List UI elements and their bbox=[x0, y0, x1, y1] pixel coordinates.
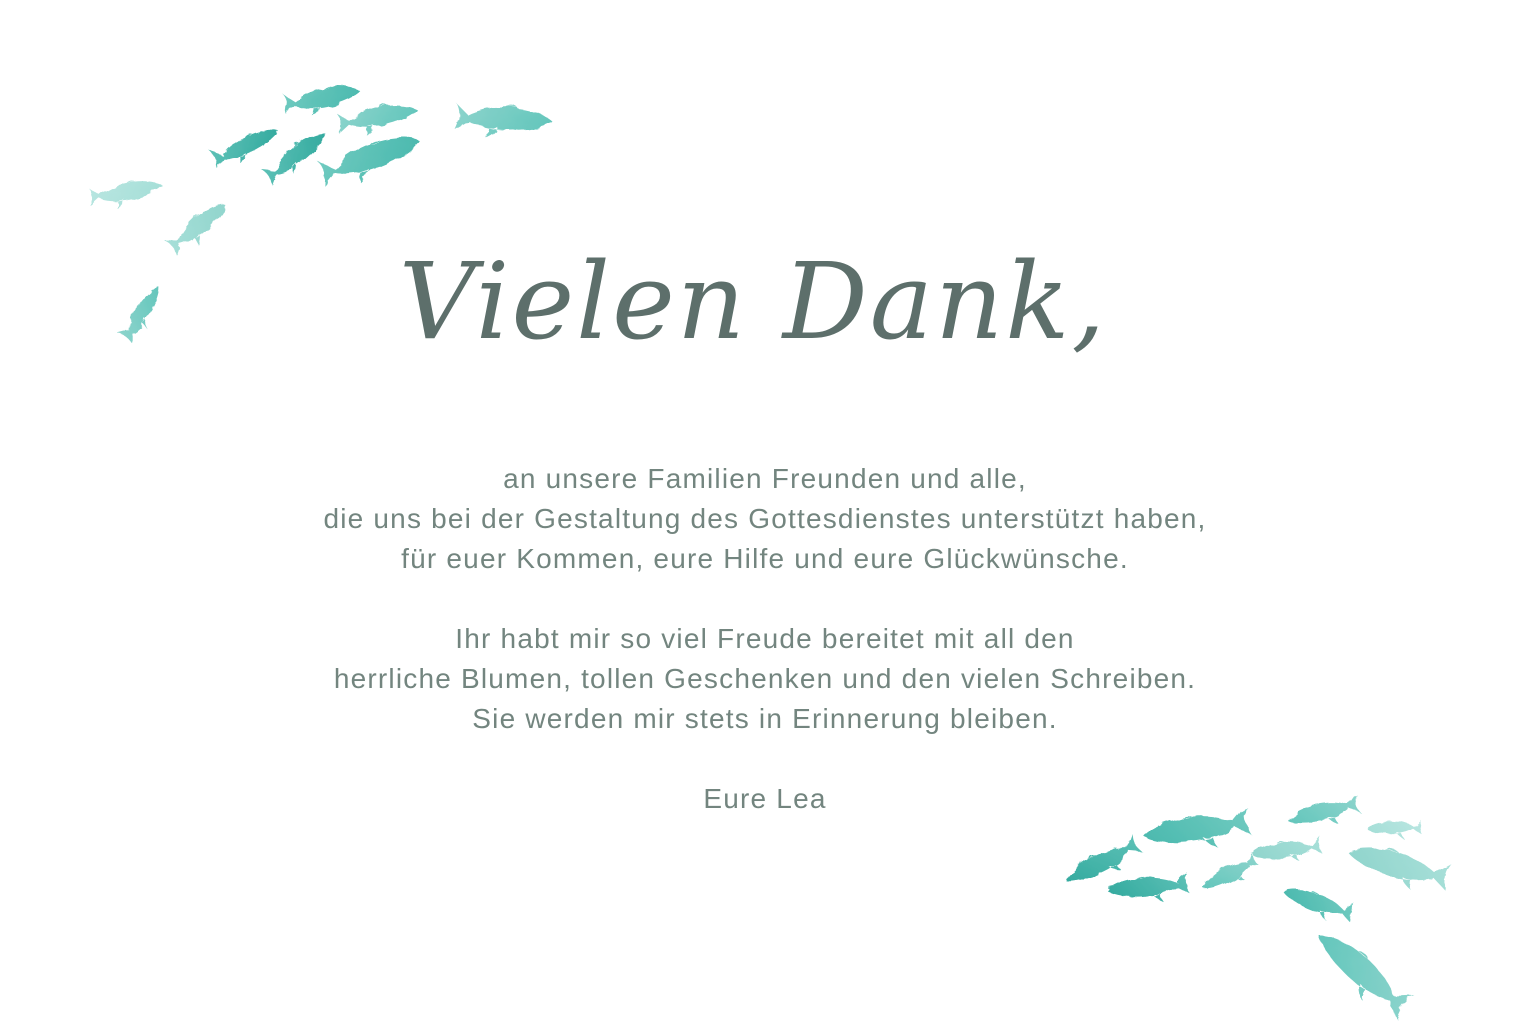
fish bbox=[1344, 841, 1452, 898]
fish bbox=[282, 81, 362, 119]
text-line: für euer Kommen, eure Hilfe und eure Glückwünsche. bbox=[401, 543, 1129, 574]
fish bbox=[1141, 804, 1253, 859]
body-paragraph-2 bbox=[215, 619, 1315, 739]
fish bbox=[164, 197, 234, 259]
body-paragraph-1 bbox=[215, 459, 1315, 579]
fish bbox=[1285, 792, 1363, 836]
fish bbox=[1304, 925, 1416, 1024]
fish bbox=[316, 128, 426, 193]
fish bbox=[1200, 851, 1262, 900]
text-line: Sie werden mir stets in Erinnerung bleiben. bbox=[472, 703, 1058, 734]
fish bbox=[88, 176, 164, 212]
fish bbox=[1251, 834, 1324, 870]
fish bbox=[453, 101, 553, 143]
fish bbox=[1279, 884, 1355, 927]
fish bbox=[1366, 818, 1422, 841]
text-line: Ihr habt mir so viel Freude bereitet mit all den bbox=[455, 623, 1075, 654]
fish-school-bottom-right-illustration bbox=[1030, 780, 1536, 1024]
card-title: Vielen Dank, bbox=[398, 240, 1108, 363]
fish bbox=[335, 100, 419, 139]
card-body-text bbox=[215, 459, 1315, 819]
fish bbox=[1106, 870, 1190, 909]
text-line: die uns bei der Gestaltung des Gottesdienstes unterstützt haben, bbox=[323, 503, 1207, 534]
fish bbox=[117, 282, 170, 345]
fish bbox=[209, 123, 285, 173]
signature: Eure Lea bbox=[703, 783, 827, 814]
text-line: an unsere Familien Freunden und alle, bbox=[503, 463, 1027, 494]
text-line: herrliche Blumen, tollen Geschenken und den vielen Schreiben. bbox=[333, 663, 1197, 694]
